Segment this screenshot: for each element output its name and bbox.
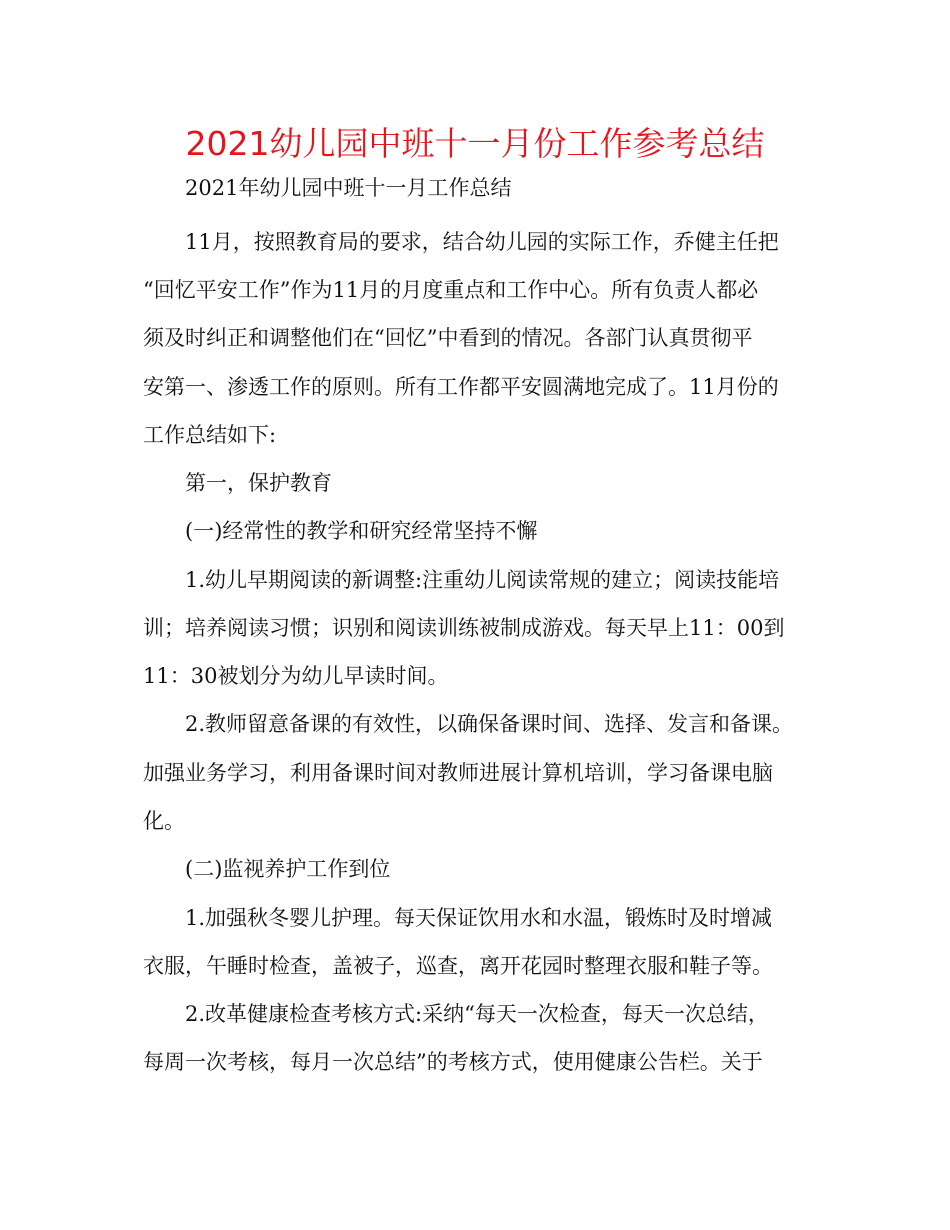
subsection-heading: (一)经常性的教学和研究经常坚持不懈 (185, 519, 538, 543)
paragraph-line: 每周一次考核，每月一次总结”的考核方式，使用健康公告栏。关于 (143, 1050, 763, 1074)
paragraph-line: 工作总结如下: (143, 423, 277, 447)
subtitle-line: 2021年幼儿园中班十一月工作总结 (185, 176, 512, 200)
paragraph-line: 2.改革健康检查考核方式:采纳“每天一次检查，每天一次总结， (185, 1002, 769, 1026)
paragraph-line: 安第一、渗透工作的原则。所有工作都平安圆满地完成了。11月份的 (143, 375, 779, 399)
paragraph-line: 加强业务学习，利用备课时间对教师进展计算机培训，学习备课电脑 (143, 761, 773, 785)
paragraph-line: 11月，按照教育局的要求，结合幼儿园的实际工作，乔健主任把 (185, 230, 779, 254)
paragraph-line: 衣服，午睡时检查，盖被子，巡查，离开花园时整理衣服和鞋子等。 (143, 954, 773, 978)
paragraph-line: 1.加强秋冬婴儿护理。每天保证饮用水和水温，锻炼时及时增减 (185, 906, 773, 930)
section-heading: 第一，保护教育 (185, 471, 332, 495)
paragraph-line: “回忆平安工作”作为11月的月度重点和工作中心。所有负责人都必 (143, 278, 759, 302)
paragraph-line: 2.教师留意备课的有效性，以确保备课时间、选择、发言和备课。 (185, 712, 794, 736)
paragraph-line: 化。 (143, 809, 185, 833)
subsection-heading: (二)监视养护工作到位 (185, 857, 391, 881)
document-title: 2021幼儿园中班十一月份工作参考总结 (185, 124, 765, 163)
paragraph-line: 11：30被划分为幼儿早读时间。 (143, 664, 449, 688)
paragraph-line: 1.幼儿早期阅读的新调整:注重幼儿阅读常规的建立；阅读技能培 (185, 568, 780, 592)
paragraph-line: 须及时纠正和调整他们在“回忆”中看到的情况。各部门认真贯彻平 (143, 326, 753, 350)
paragraph-line: 训；培养阅读习惯；识别和阅读训练被制成游戏。每天早上11：00到 (143, 616, 785, 640)
